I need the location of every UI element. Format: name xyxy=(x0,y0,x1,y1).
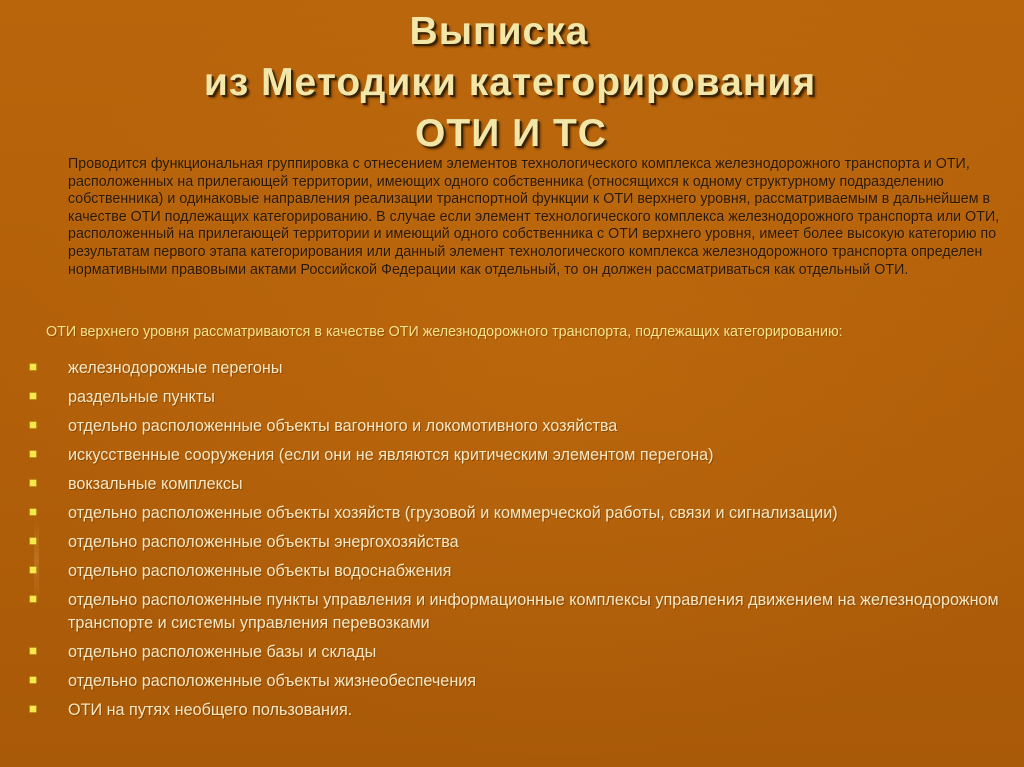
title-line-3: ОТИ И ТС xyxy=(415,112,607,155)
list-item-text: ОТИ на путях необщего пользования. xyxy=(68,701,353,719)
bullet-square-icon xyxy=(30,509,36,515)
bullet-square-icon xyxy=(30,451,36,457)
bullet-square-icon xyxy=(30,393,36,399)
list-item xyxy=(30,699,1015,722)
list-item xyxy=(30,415,1015,438)
list-item-text: железнодорожные перегоны xyxy=(68,359,283,377)
bullet-square-icon xyxy=(30,422,36,428)
intro-paragraph xyxy=(60,156,1006,279)
intro-text: Проводится функциональная группировка с отнесением элементов технологического комплекса железнодорожного транспорта и ОТИ, расположенных на прилегающей территории, имеющих одного собственника (относящихся к одному структурному подразделению собственника) и одинаковые направления реализации транспортной функции к ОТИ верхнего уровня, рассматриваемым в дальнейшем в качестве ОТИ подлежащих категорированию. В случае если элемент технологического комплекса железнодорожного транспорта или ОТИ, расположенный на прилегающей территории и имеющий одного собственника с ОТИ верхнего уровня, имеет более высокую категорию по результатам первого этапа категорирования или данный элемент технологического комплекса железнодорожного транспорта определен нормативными правовыми актами Российской Федерации как отдельный, то он должен рассматриваться как отдельный ОТИ. xyxy=(68,156,1000,278)
list-subheading: ОТИ верхнего уровня рассматриваются в качестве ОТИ железнодорожного транспорта, подлежащих категорированию: xyxy=(46,324,843,340)
title-line-1: Выписка xyxy=(409,10,589,53)
bullet-square-icon xyxy=(30,706,36,712)
bullet-square-icon xyxy=(30,364,36,370)
bullet-square-icon xyxy=(30,567,36,573)
list-item-text: искусственные сооружения (если они не являются критическим элементом перегона) xyxy=(68,446,714,464)
list-item-text: отдельно расположенные объекты жизнеобеспечения xyxy=(68,672,477,690)
bullet-square-icon xyxy=(30,538,36,544)
bullet-square-icon xyxy=(30,480,36,486)
list-item xyxy=(30,386,1015,409)
list-item xyxy=(30,444,1015,467)
list-item xyxy=(30,531,1015,554)
bullet-square-icon xyxy=(30,596,36,602)
list-item xyxy=(30,589,1015,635)
list-item-text: отдельно расположенные объекты энергохозяйства xyxy=(68,533,459,551)
slide-title xyxy=(0,6,1024,159)
list-item xyxy=(30,560,1015,583)
list-item-text: отдельно расположенные объекты хозяйств (грузовой и коммерческой работы, связи и сигнализации) xyxy=(68,504,838,522)
list-item xyxy=(30,641,1015,664)
list-item xyxy=(30,670,1015,693)
bullet-square-icon xyxy=(30,677,36,683)
list-item xyxy=(30,357,1015,380)
list-item-text: вокзальные комплексы xyxy=(68,475,243,493)
list-item-text: отдельно расположенные базы и склады xyxy=(68,643,377,661)
list-item-text: раздельные пункты xyxy=(68,388,215,406)
list-item-text: отдельно расположенные объекты водоснабжения xyxy=(68,562,452,580)
title-line-2: из Методики категорирования xyxy=(203,61,817,104)
list-item xyxy=(30,502,1015,525)
category-list xyxy=(30,357,1015,728)
bullet-square-icon xyxy=(30,648,36,654)
list-item xyxy=(30,473,1015,496)
list-item-text: отдельно расположенные объекты вагонного и локомотивного хозяйства xyxy=(68,417,618,435)
list-item-text: отдельно расположенные пункты управления и информационные комплексы управления движением на железнодорожном транспорте и системы управления перевозками xyxy=(68,591,999,632)
